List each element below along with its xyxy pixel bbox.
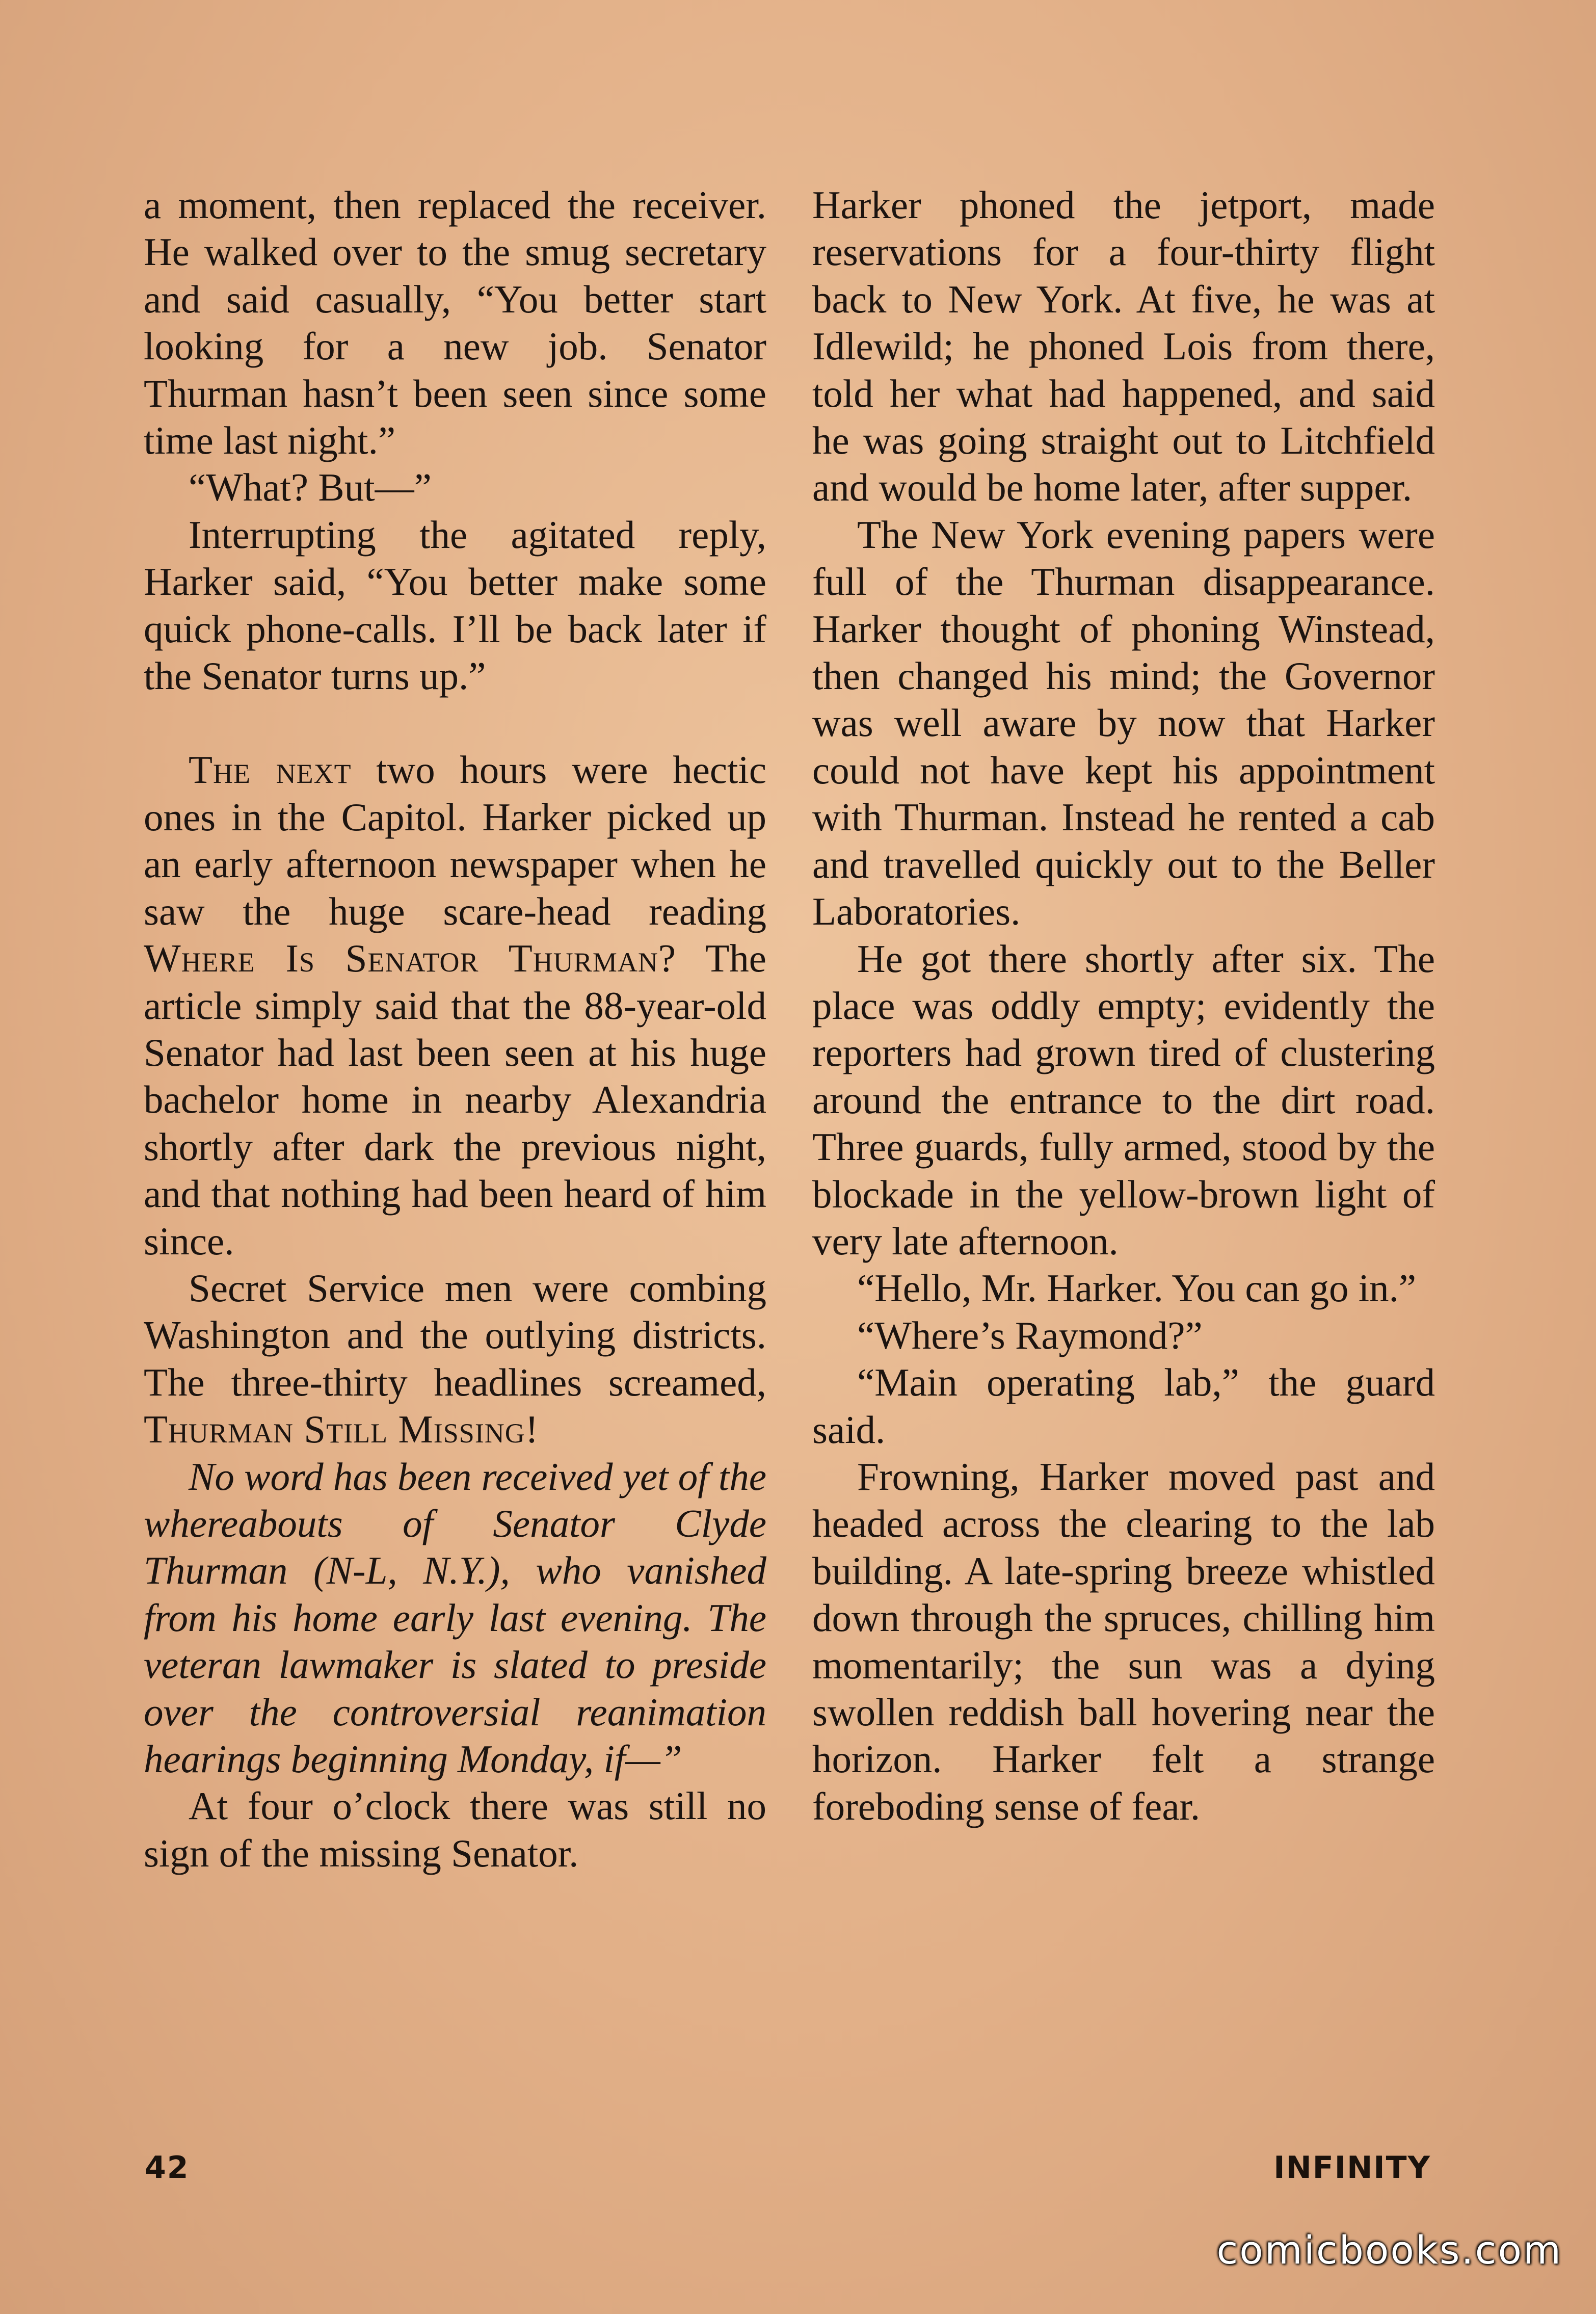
paragraph: Harker phoned the jetport, made reservations for a four-thirty flight back to New York. At five, he was at Idlewild; he phoned Lois from there, told her what had happened, and said he was going straight out to Litchfield and would be home later, after supper. bbox=[812, 183, 1435, 510]
page-number: 42 bbox=[145, 2150, 190, 2186]
paragraph: Interrupting the agitated reply, Harker said, “You better make some quick phone-calls. I’ll be back later if the Senator turns up.” bbox=[144, 512, 766, 698]
section-lead-in: The next bbox=[189, 748, 352, 792]
paragraph-text: The article simply said that the 88-year-old Senator had last been seen at his huge bachelor home in nearby Alexandria shortly after dark the previous night, and that nothing had been heard of him since. bbox=[144, 936, 766, 1263]
paragraph: “Main operating lab,” the guard said. bbox=[812, 1360, 1435, 1452]
paragraph: “What? But—” bbox=[189, 465, 432, 510]
newspaper-headline: Where Is Senator Thurman? bbox=[144, 936, 676, 981]
left-text-column bbox=[144, 181, 766, 1877]
paragraph: “Where’s Raymond?” bbox=[857, 1313, 1203, 1357]
watermark: comicbooks.com bbox=[1216, 2227, 1562, 2273]
paragraph: Frowning, Harker moved past and headed across the clearing to the lab building. A late-spring breeze whistled down through the spruces, chilling him momentarily; the sun was a dying swollen reddish ball hovering near the horizon. Harker felt a strange foreboding sense of fear. bbox=[812, 1454, 1435, 1828]
paragraph: a moment, then replaced the receiver. He walked over to the smug secretary and said casually, “You better start looking for a new job. Senator Thurman hasn’t been seen since some time last night.” bbox=[144, 183, 766, 463]
quoted-news-article: No word has been received yet of the whereabouts of Senator Clyde Thurman (N-L, N.Y.), who vanished from his home early last evening. The veteran lawmaker is slated to preside over the controversial reanimation hearings beginning Monday, if—” bbox=[144, 1454, 766, 1781]
paragraph: “Hello, Mr. Harker. You can go in.” bbox=[857, 1266, 1417, 1310]
paragraph-text: two hours were hectic ones in the Capitol. Harker picked up an early afternoon newspaper when he saw the huge scare-head reading bbox=[144, 748, 767, 933]
paragraph: He got there shortly after six. The place was oddly empty; evidently the reporters had grown tired of clustering around the entrance to the dirt road. Three guards, fully armed, stood by the blockade in the yellow-brown light of very late afternoon. bbox=[812, 936, 1435, 1263]
magazine-name: INFINITY bbox=[1273, 2150, 1431, 2186]
section-paragraph bbox=[144, 746, 766, 1264]
paragraph: At four o’clock there was still no sign of the missing Senator. bbox=[144, 1784, 766, 1875]
newspaper-headline: Thurman Still Missing! bbox=[144, 1407, 539, 1452]
paragraph: The New York evening papers were full of the Thurman disappearance. Harker thought of phoning Winstead, then changed his mind; the Governor was well aware by now that Harker could not have kept his appointment with Thurman. Instead he rented a cab and travelled quickly out to the Beller Laboratories. bbox=[812, 512, 1435, 934]
paragraph bbox=[144, 1265, 766, 1453]
right-text-column bbox=[812, 181, 1435, 1830]
paragraph-text: Secret Service men were combing Washington and the outlying districts. The three-thirty headlines screamed, bbox=[144, 1266, 766, 1404]
